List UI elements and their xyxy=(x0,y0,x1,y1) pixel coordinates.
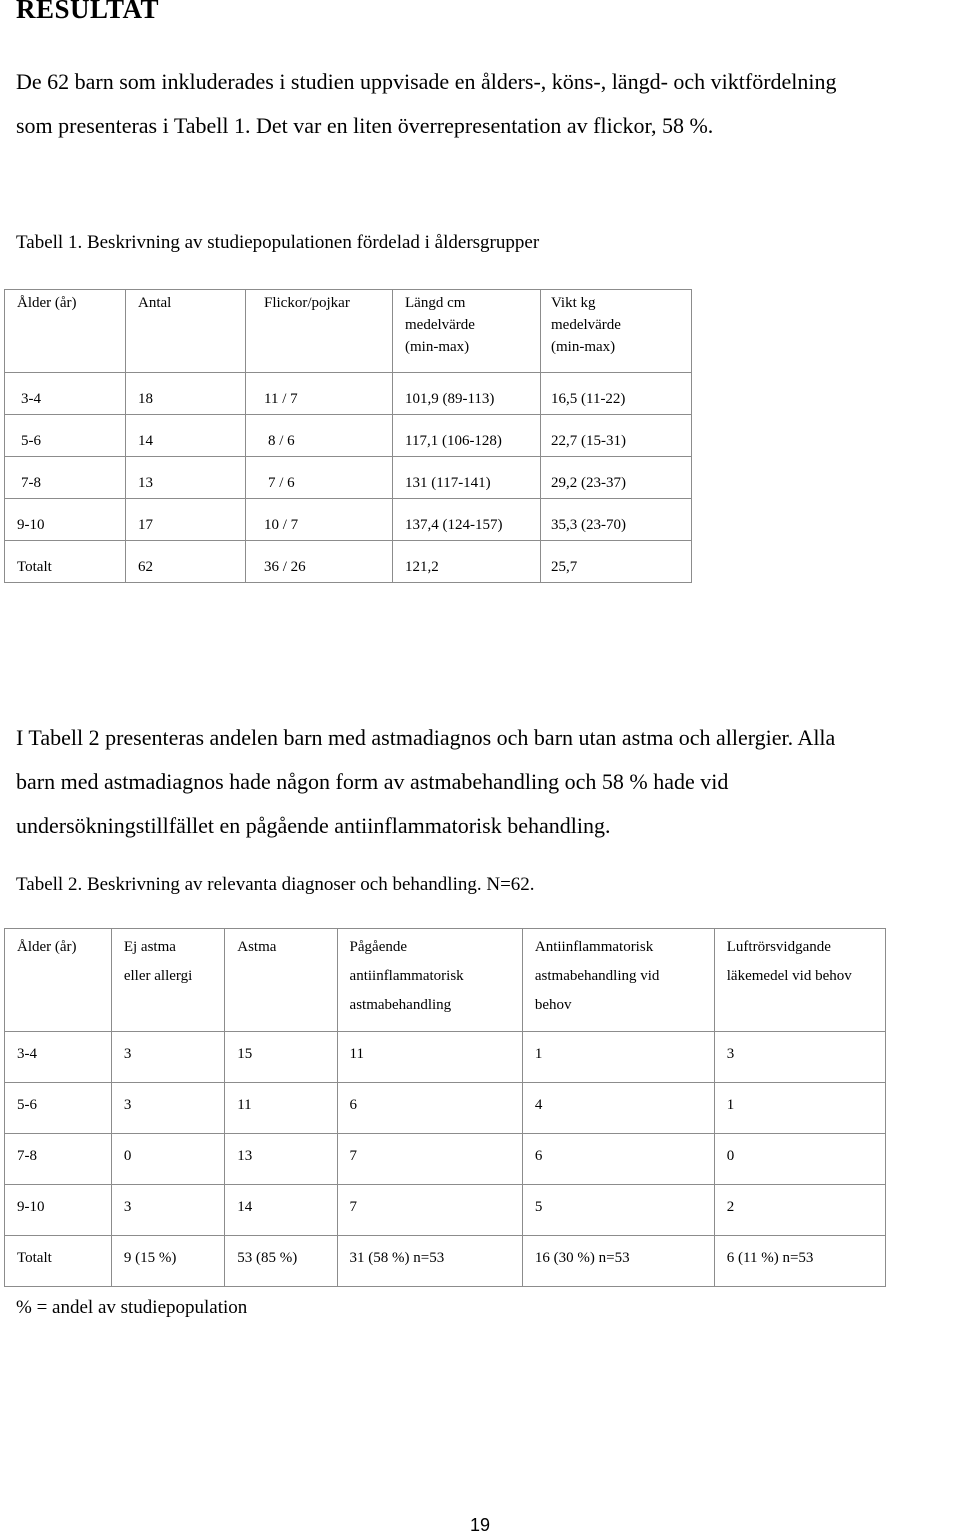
table2-intro-paragraph xyxy=(16,716,960,848)
table-row: 7-8 13 7 / 6 131 (117-141) 29,2 (23-37) xyxy=(5,457,692,499)
table-header-row xyxy=(5,929,886,1032)
page-number: 19 xyxy=(469,1515,491,1535)
header-cell: Ålder (år) xyxy=(5,290,126,373)
paragraph-line: barn med astmadiagnos hade någon form av astmabehandling och 58 % hade vid xyxy=(16,769,729,794)
paragraph-line: I Tabell 2 presenteras andelen barn med astmadiagnos och barn utan astma och allergier. Alla xyxy=(16,725,836,750)
table2-caption: Tabell 2. Beskrivning av relevanta diagnoser och behandling. N=62. xyxy=(16,874,535,895)
paragraph-line: som presenteras i Tabell 1. Det var en liten överrepresentation av flickor, 58 %. xyxy=(16,113,714,138)
table-row: 9-10 3 14 7 5 2 xyxy=(5,1185,886,1236)
header-cell: Antal xyxy=(126,290,246,373)
table-header-row xyxy=(5,290,692,373)
paragraph-line: De 62 barn som inkluderades i studien uppvisade en ålders-, köns-, längd- och viktfördelning xyxy=(16,69,837,94)
table2-footnote: % = andel av studiepopulation xyxy=(16,1297,248,1318)
intro-paragraph xyxy=(16,60,960,148)
table-row: 3-4 18 11 / 7 101,9 (89-113) 16,5 (11-22) xyxy=(5,373,692,415)
header-cell: Pågående antiinflammatorisk astmabehandling xyxy=(337,929,522,1032)
table-row: 5-6 3 11 6 4 1 xyxy=(5,1083,886,1134)
header-cell: Flickor/pojkar xyxy=(246,290,393,373)
header-cell: Ej astma eller allergi xyxy=(111,929,224,1032)
table1-caption: Tabell 1. Beskrivning av studiepopulationen fördelad i åldersgrupper xyxy=(16,232,540,253)
table-total-row: Totalt 62 36 / 26 121,2 25,7 xyxy=(5,541,692,583)
header-cell: Vikt kg medelvärde (min-max) xyxy=(541,290,692,373)
header-cell: Astma xyxy=(225,929,337,1032)
section-heading: RESULTAT xyxy=(16,0,160,24)
table2-diagnoses xyxy=(4,928,886,1287)
table1-age-groups xyxy=(4,289,692,583)
table-row: 3-4 3 15 11 1 3 xyxy=(5,1032,886,1083)
header-cell: Längd cm medelvärde (min-max) xyxy=(393,290,541,373)
table-row: 7-8 0 13 7 6 0 xyxy=(5,1134,886,1185)
table-row: 9-10 17 10 / 7 137,4 (124-157) 35,3 (23-70) xyxy=(5,499,692,541)
header-cell: Antiinflammatorisk astmabehandling vid behov xyxy=(522,929,714,1032)
table-row: 5-6 14 8 / 6 117,1 (106-128) 22,7 (15-31) xyxy=(5,415,692,457)
header-cell: Luftrörsvidgande läkemedel vid behov xyxy=(714,929,885,1032)
table-total-row: Totalt 9 (15 %) 53 (85 %) 31 (58 %) n=53 16 (30 %) n=53 6 (11 %) n=53 xyxy=(5,1236,886,1287)
paragraph-line: undersökningstillfället en pågående antiinflammatorisk behandling. xyxy=(16,813,611,838)
header-cell: Ålder (år) xyxy=(5,929,112,1032)
